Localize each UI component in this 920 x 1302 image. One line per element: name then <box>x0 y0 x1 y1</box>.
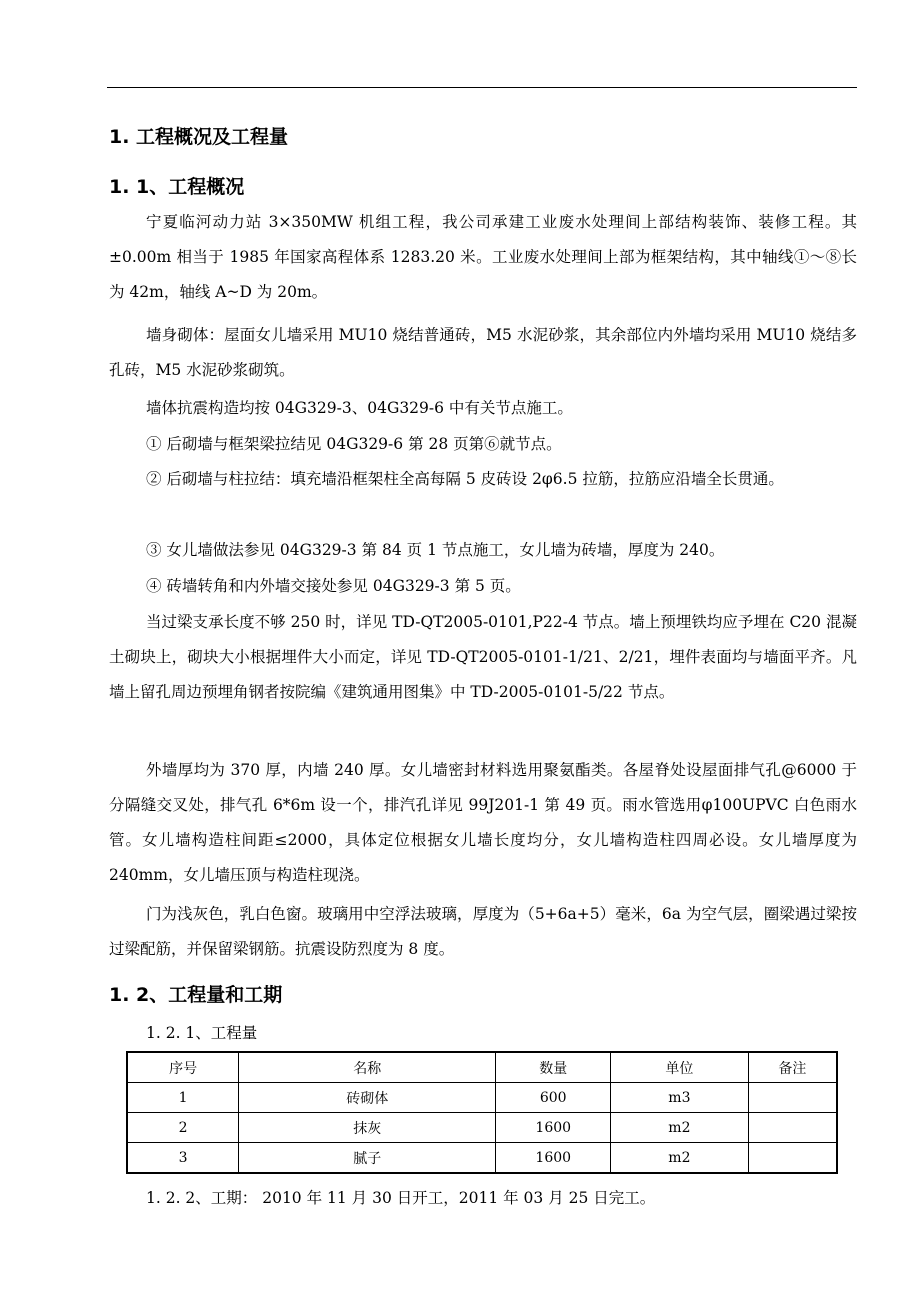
header-cell: 名称 <box>239 1052 496 1083</box>
list-item: ③ 女儿墙做法参见 04G329-3 第 84 页 1 节点施工，女儿墙为砖墙，厚度为 240。 <box>146 541 725 559</box>
table-cell: m2 <box>611 1113 749 1143</box>
subsection-schedule: 1. 2. 2、工期： 2010 年 11 月 30 日开工，2011 年 03 月 25 日完工。 <box>146 1189 656 1207</box>
table-cell <box>748 1113 837 1143</box>
quantity-table <box>126 1051 838 1174</box>
section-1-2-title: 1. 2、工程量和工期 <box>109 984 283 1006</box>
table-cell: 1600 <box>496 1143 611 1174</box>
paragraph-masonry: 墙身砌体：屋面女儿墙采用 MU10 烧结普通砖，M5 水泥砂浆，其余部位内外墙均采用 MU10 烧结多孔砖，M5 水泥砂浆砌筑。 <box>109 326 857 379</box>
section-1-title: 1. 工程概况及工程量 <box>109 126 289 148</box>
paragraph-walls: 外墙厚均为 370 厚，内墙 240 厚。女儿墙密封材料选用聚氨酯类。各屋脊处设屋面排气孔@6000 于分隔缝交叉处，排气孔 6*6m 设一个，排汽孔详见 99J201-1 第 49 页。雨水管选用φ100UPVC 白色雨水管。女儿墙构造柱间距≤2000，具体定位根据女儿墙长度均分，女儿墙构造柱四周必设。女儿墙厚度为 240mm，女儿墙压顶与构造柱现浇。 <box>109 761 857 884</box>
list-item: ② 后砌墙与柱拉结：填充墙沿框架柱全高每隔 5 皮砖设 2φ6.5 拉筋，拉筋应沿墙全长贯通。 <box>146 470 784 488</box>
table-cell: 抹灰 <box>239 1113 496 1143</box>
table-cell: m3 <box>611 1083 749 1113</box>
header-cell: 单位 <box>611 1052 749 1083</box>
table-cell <box>748 1143 837 1174</box>
table-cell: 2 <box>127 1113 239 1143</box>
paragraph-seismic: 墙体抗震构造均按 04G329-3、04G329-6 中有关节点施工。 <box>146 399 573 417</box>
table-row <box>127 1083 837 1113</box>
table-cell: 1600 <box>496 1113 611 1143</box>
subsection-quantity-title: 1. 2. 1、工程量 <box>146 1024 258 1042</box>
table-row <box>127 1113 837 1143</box>
paragraph-overview: 宁夏临河动力站 3×350MW 机组工程，我公司承建工业废水处理间上部结构装饰、装修工程。其±0.00m 相当于 1985 年国家高程体系 1283.20 米。工业废水处理间上部为框架结构，其中轴线①～⑧长为 42m，轴线 A~D 为 20m。 <box>109 213 857 301</box>
list-item: ① 后砌墙与框架梁拉结见 04G329-6 第 28 页第⑥就节点。 <box>146 435 562 453</box>
paragraph-lintel: 当过梁支承长度不够 250 时，详见 TD-QT2005-0101,P22-4 节点。墙上预埋铁均应予埋在 C20 混凝土砌块上，砌块大小根据埋件大小而定，详见 TD-QT2005-0101-1/21、2/21，埋件表面均与墙面平齐。凡墙上留孔周边预埋角钢者按院编《建筑通用图集》中 TD-2005-0101-5/22 节点。 <box>109 613 857 701</box>
table-cell: 3 <box>127 1143 239 1174</box>
section-1-1-title: 1. 1、工程概况 <box>109 176 245 198</box>
table-header-row <box>127 1052 837 1083</box>
table-cell <box>748 1083 837 1113</box>
table-row <box>127 1143 837 1174</box>
header-rule <box>107 87 857 88</box>
table-cell: 600 <box>496 1083 611 1113</box>
table-cell: m2 <box>611 1143 749 1174</box>
list-item: ④ 砖墙转角和内外墙交接处参见 04G329-3 第 5 页。 <box>146 577 521 595</box>
table-cell: 1 <box>127 1083 239 1113</box>
header-cell: 备注 <box>748 1052 837 1083</box>
paragraph-doors: 门为浅灰色，乳白色窗。玻璃用中空浮法玻璃，厚度为（5+6a+5）毫米，6a 为空气层，圈梁遇过梁按过梁配筋，并保留梁钢筋。抗震设防烈度为 8 度。 <box>109 905 857 958</box>
header-cell: 数量 <box>496 1052 611 1083</box>
table-cell: 腻子 <box>239 1143 496 1174</box>
header-cell: 序号 <box>127 1052 239 1083</box>
table-cell: 砖砌体 <box>239 1083 496 1113</box>
